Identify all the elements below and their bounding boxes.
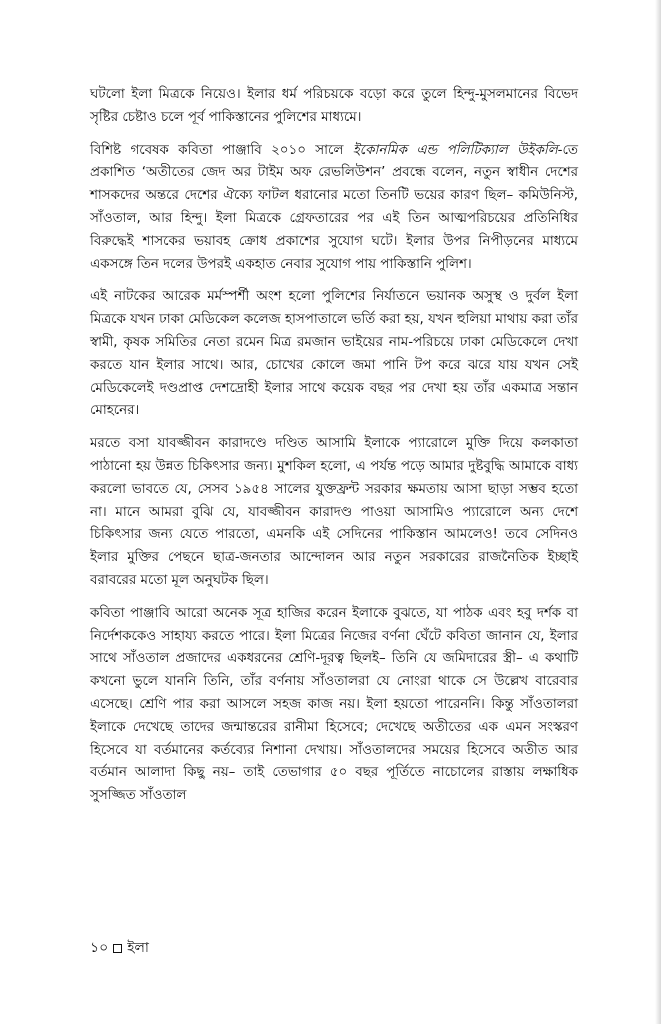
body-text: [90, 84, 578, 818]
paragraph-2: [90, 140, 578, 277]
paragraph-2-intro: বিশিষ্ট গবেষক কবিতা পাঞ্জাবি ২০১০ সালে: [90, 142, 353, 158]
page-number: ১০: [90, 940, 109, 956]
page-edge: [655, 0, 661, 1024]
paragraph-4: মরতে বসা যাবজ্জীবন কারাদণ্ডে দণ্ডিত আসামি ইলাকে প্যারোলে মুক্তি দিয়ে কলকাতা পাঠানো হয় উন্নত চিকিৎসার জন্য। মুশকিল হলো, এ পর্যন্ত পড়ে আমার দুষ্টবুদ্ধি আমাকে বাধ্য করলো ভাবতে যে, সেসব ১৯৫৪ সালের যুক্তফ্রন্ট সরকার ক্ষমতায় আসা ছাড়া সম্ভব হতো না। মানে আমরা বুঝি যে, যাবজ্জীবন কারাদণ্ড পাওয়া আসামিও প্যারোলে অন্য দেশে চিকিৎসার জন্য যেতে পারতো, এমনকি এই সেদিনের পাকিস্তান আমলেও! তবে সেদিনও ইলার মুক্তির পেছনে ছাত্র-জনতার আন্দোলন আর নতুন সরকারের রাজনৈতিক ইচ্ছাই বরাবরের মতো মূল অনুঘটক ছিল।: [90, 436, 578, 588]
running-title: ইলা: [127, 940, 149, 956]
paragraph-2-body: -তে প্রকাশিত ‘অতীতের জেদ অর টাইম অফ রেভলিউশন’ প্রবন্ধে বলেন, নতুন স্বাধীন দেশের শাসকদের অন্তরে দেশের ঐক্যে ফাটল ধরানোর মতো তিনটি ভয়ের কারণ ছিল– কমিউনিস্ট, সাঁওতাল, আর হিন্দু। ইলা মিত্রকে গ্রেফতারের পর এই তিন আত্মপরিচয়ের প্রতিনিধির বিরুদ্ধেই শাসকের ভয়াবহ ক্রোধ প্রকাশের সুযোগ ঘটে। ইলার উপর নিপীড়নের মাধ্যমে একসঙ্গে তিন দলের উপরই একহাত নেবার সুযোগ পায় পাকিস্তানি পুলিশ।: [90, 142, 578, 272]
paragraph-1: ঘটলো ইলা মিত্রকে নিয়েও। ইলার ধর্ম পরিচয়কে বড়ো করে তুলে হিন্দু-মুসলমানের বিভেদ সৃষ্টির চেষ্টাও চলে পূর্ব পাকিস্তানের পুলিশের মাধ্যমে।: [90, 87, 578, 125]
page-footer: [90, 938, 149, 958]
square-separator-icon: [113, 944, 122, 953]
journal-title: ইকোনমিক এন্ড পলিটিক্যাল উইকলি: [352, 142, 558, 158]
paragraph-5: কবিতা পাঞ্জাবি আরো অনেক সূত্র হাজির করেন ইলাকে বুঝতে, যা পাঠক এবং হবু দর্শক বা নির্দেশককেও সাহায্য করতে পারে। ইলা মিত্রের নিজের বর্ণনা ঘেঁটে কবিতা জানান যে, ইলার সাথে সাঁওতাল প্রজাদের একধরনের শ্রেণি-দূরত্ব ছিলই– তিনি যে জমিদারের স্ত্রী– এ কথাটি কখনো ভুলে যাননি তিনি, তাঁর বর্ণনায় সাঁওতালরা যে নোংরা থাকে সে উল্লেখ বারেবার এসেছে। শ্রেণি পার করা আসলে সহজ কাজ নয়। ইলা হয়তো পারেননি। কিন্তু সাঁওতালরা ইলাকে দেখেছে তাদের জন্মান্তরের রানীমা হিসেবে; দেখেছে অতীতের এক এমন সংস্করণ হিসেবে যা বর্তমানের কর্তব্যের নিশানা দেখায়। সাঁওতালদের সময়ের হিসেবে অতীত আর বর্তমান আলাদা কিছু নয়– তাই তেভাগার ৫০ বছর পূর্তিতে নাচোলের রাস্তায় লক্ষাধিক সুসজ্জিত সাঁওতাল: [90, 605, 578, 804]
paragraph-3: এই নাটকের আরেক মর্মস্পর্শী অংশ হলো পুলিশের নির্যাতনে ভয়ানক অসুস্থ ও দুর্বল ইলা মিত্রকে যখন ঢাকা মেডিকেল কলেজ হাসপাতালে ভর্তি করা হয়, যখন হুলিয়া মাথায় করা তাঁর স্বামী, কৃষক সমিতির নেতা রমেন মিত্র রমজান ভাইয়ের নাম-পরিচয়ে ঢাকা মেডিকেলে দেখা করতে যান ইলার সাথে। আর, চোখের কোলে জমা পানি টপ করে ঝরে যায় যখন সেই মেডিকেলেই দণ্ডপ্রাপ্ত দেশদ্রোহী ইলার সাথে কয়েক বছর পর দেখা হয় তাঁর একমাত্র সন্তান মোহনের।: [90, 289, 578, 419]
